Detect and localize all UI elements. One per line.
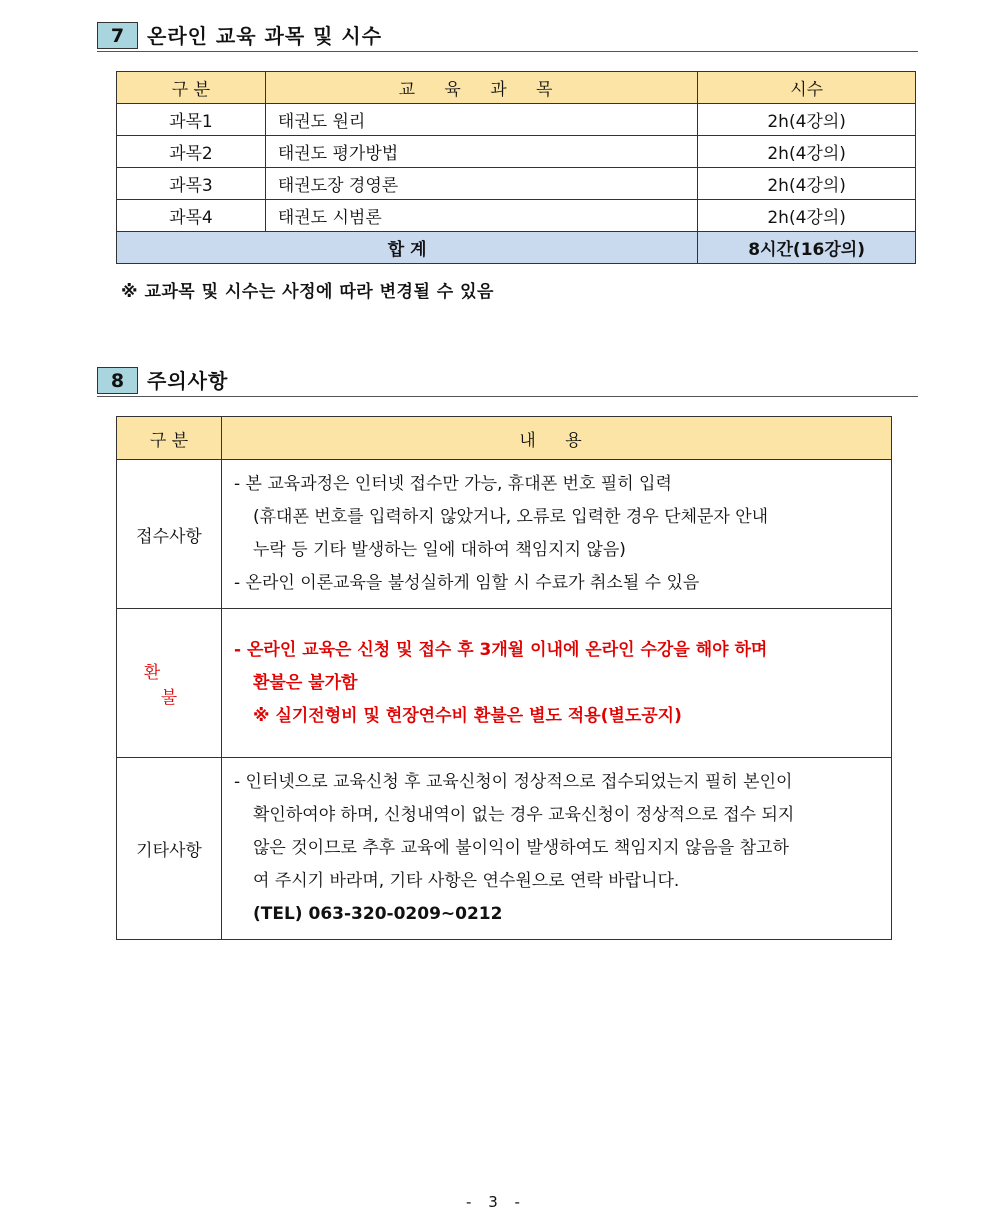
course-note: ※ 교과목 및 시수는 사정에 따라 변경될 수 있음 (121, 282, 494, 302)
table-row (117, 168, 916, 200)
row-hours: 2h(4강의) (698, 104, 916, 136)
section8-header (97, 367, 918, 397)
row-hours: 2h(4강의) (698, 136, 916, 168)
col-subject: 교 육 과 목 (265, 72, 697, 104)
section7-title: 온라인 교육 과목 및 시수 (147, 24, 383, 48)
row-hours: 2h(4강의) (698, 200, 916, 232)
total-label: 합 계 (117, 232, 698, 264)
reception-content (222, 460, 892, 609)
total-value: 8시간(16강의) (698, 232, 916, 264)
col-category: 구 분 (117, 417, 222, 460)
refund-line: ※ 실기전형비 및 현장연수비 환불은 별도 적용(별도공지) (253, 705, 682, 726)
row-subject: 태권도 평가방법 (265, 136, 697, 168)
row-id: 과목3 (117, 168, 266, 200)
section7-number: 7 (97, 22, 138, 49)
page-number: - 3 - (466, 1193, 526, 1211)
refund-label: 환 불 (117, 609, 222, 758)
other-row (117, 758, 892, 940)
row-subject: 태권도 시범론 (265, 200, 697, 232)
other-line: 확인하여야 하며, 신청내역이 없는 경우 교육신청이 정상적으로 접수 되지 (253, 805, 795, 825)
notice-table (116, 416, 892, 940)
other-line: - 인터넷으로 교육신청 후 교육신청이 정상적으로 접수되었는지 필히 본인이 (234, 772, 793, 792)
col-content: 내 용 (222, 417, 892, 460)
other-label: 기타사항 (117, 758, 222, 940)
total-row (117, 232, 916, 264)
row-id: 과목2 (117, 136, 266, 168)
notice-table-header (117, 417, 892, 460)
section8-number: 8 (97, 367, 138, 394)
col-category: 구 분 (117, 72, 266, 104)
row-subject: 태권도장 경영론 (265, 168, 697, 200)
reception-label: 접수사항 (117, 460, 222, 609)
row-id: 과목4 (117, 200, 266, 232)
row-subject: 태권도 원리 (265, 104, 697, 136)
reception-row (117, 460, 892, 609)
other-line: 않은 것이므로 추후 교육에 불이익이 발생하여도 책임지지 않음을 참고하 (253, 838, 789, 858)
other-line: 여 주시기 바라며, 기타 사항은 연수원으로 연락 바랍니다. (253, 871, 680, 891)
row-id: 과목1 (117, 104, 266, 136)
reception-line: - 온라인 이론교육을 불성실하게 임할 시 수료가 취소될 수 있음 (234, 573, 700, 593)
refund-content (222, 609, 892, 758)
refund-row (117, 609, 892, 758)
reception-line: - 본 교육과정은 인터넷 접수만 가능, 휴대폰 번호 필히 입력 (234, 474, 672, 494)
contact-phone: (TEL) 063-320-0209~0212 (253, 904, 503, 924)
row-hours: 2h(4강의) (698, 168, 916, 200)
section8-title: 주의사항 (147, 369, 229, 393)
table-row (117, 200, 916, 232)
course-table-header (117, 72, 916, 104)
refund-line: 환불은 불가함 (253, 672, 358, 693)
section7-header (97, 22, 918, 52)
reception-line: 누락 등 기타 발생하는 일에 대하여 책임지지 않음) (253, 540, 626, 560)
other-content (222, 758, 892, 940)
table-row (117, 136, 916, 168)
table-row (117, 104, 916, 136)
refund-line: - 온라인 교육은 신청 및 접수 후 3개월 이내에 온라인 수강을 해야 하며 (234, 639, 768, 660)
col-hours: 시수 (698, 72, 916, 104)
course-table (116, 71, 916, 264)
reception-line: (휴대폰 번호를 입력하지 않았거나, 오류로 입력한 경우 단체문자 안내 (253, 507, 769, 527)
